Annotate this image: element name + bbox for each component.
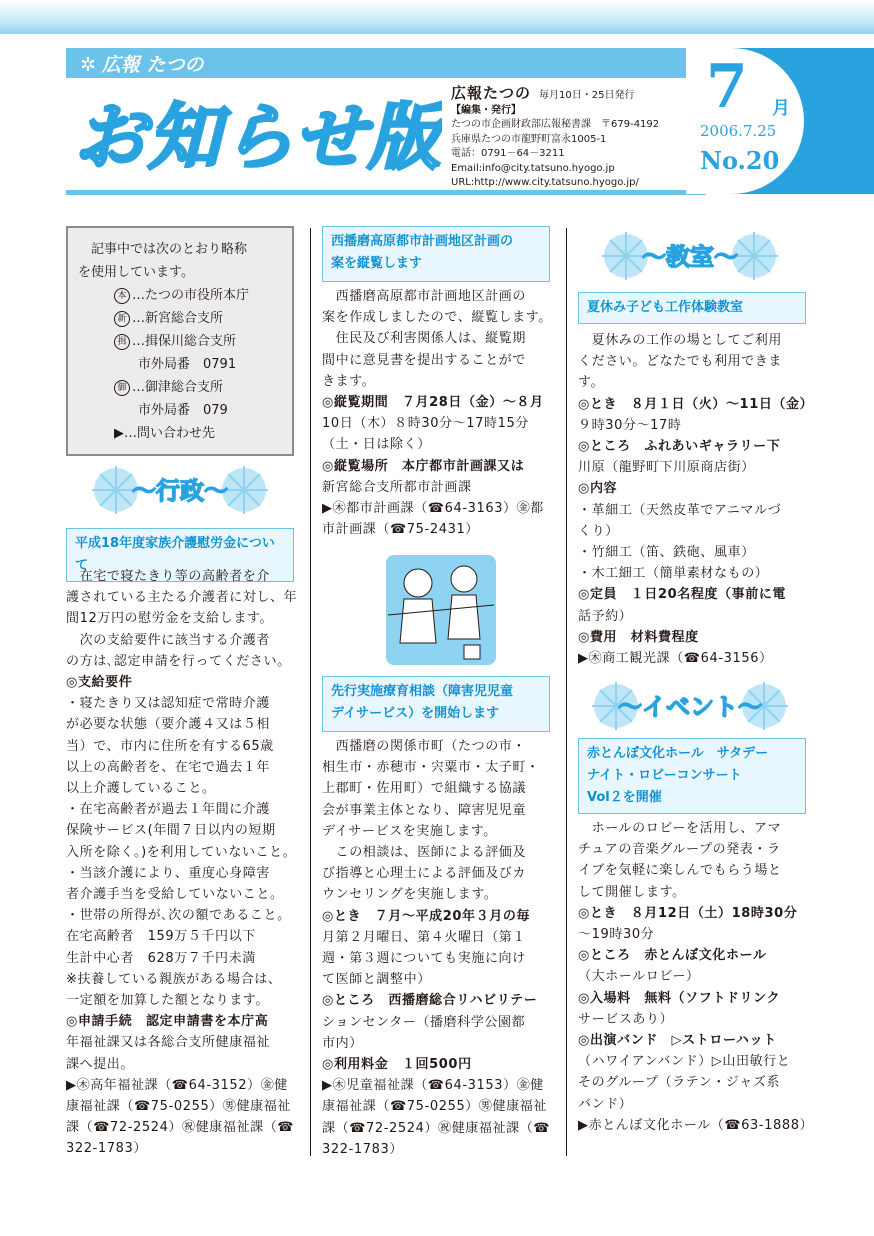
- body-line: ホールのロビーを活用し、アマ: [578, 821, 782, 836]
- body-line: ◎ところ 赤とんぼ文化ホール: [578, 948, 767, 964]
- body-line: ◎定員 １日20名程度（事前に電: [578, 587, 787, 603]
- issue-date: 2006.7.25: [700, 122, 777, 140]
- body-line: ◎出演バンド ▷ストローハット: [578, 1033, 777, 1049]
- body-line: ９時30分～17時: [578, 417, 682, 433]
- children-illustration: [386, 555, 496, 665]
- body-line: 康福祉課（☎75-0255）㊚健康福祉: [322, 1099, 547, 1115]
- editor-phone: 電話：0791－64－3211: [451, 148, 565, 159]
- body-line: ◎とき ８月１日（火）～11日（金）: [578, 396, 814, 412]
- section-title-event: [590, 676, 790, 736]
- body-line: 当）で、市内に住所を有する65歳: [66, 738, 274, 754]
- column-rule-2: [566, 228, 567, 1156]
- body-line: ションセンター（播磨科学公園都: [322, 1014, 526, 1030]
- body-line: 相生市・赤穂市・宍粟市・太子町・: [322, 760, 540, 776]
- body-line: きます。: [322, 373, 376, 389]
- body-line: ・当該介護により、重度心身障害: [66, 865, 271, 881]
- column-rule-1: [310, 228, 311, 1156]
- body-line: ◎縦覧場所 本庁都市計画課又は: [322, 458, 525, 474]
- body-line: 以上介護していること。: [66, 781, 216, 797]
- body-line: ◎内容: [578, 481, 618, 497]
- body-line: ・世帯の所得が､次の額であること。: [66, 908, 291, 924]
- body-line: ◎ところ 西播磨総合リハビリテー: [322, 993, 538, 1009]
- body-line: 以上の高齢者を、在宅で過去１年: [66, 759, 271, 775]
- body-line: ・木工細工（簡単素材なもの）: [578, 566, 769, 582]
- body-line: ◎とき ７月～平成20年３月の毎: [322, 908, 531, 924]
- body-line: 西播磨高原都市計画地区計画の: [322, 289, 527, 304]
- masthead-title-text: お知らせ版: [74, 95, 442, 179]
- body-line: チュアの音楽グループの発表・ラ: [578, 842, 781, 858]
- body-line: 在宅高齢者 159万５千円以下: [66, 929, 256, 945]
- masthead-title: [70, 82, 442, 182]
- issue-number: No.20: [700, 146, 780, 175]
- body-line: 入所を除く｡)を利用していないこと。: [66, 844, 297, 860]
- body-line: （大ホールロビー）: [578, 969, 700, 985]
- publication-frequency: 毎月10日・25日発行: [539, 90, 635, 101]
- body-line: ◎入場料 無料（ソフトドリンク: [578, 990, 781, 1006]
- legend-ibogawa: 揖 …揖保川総合支所: [78, 330, 282, 353]
- body-line: ・寝たきり又は認知症で常時介護: [66, 696, 271, 712]
- body-line: 間12万円の慰労金を支給します。: [66, 611, 274, 627]
- body-line: ▶赤とんぼ文化ホール（☎63-1888）: [578, 1117, 814, 1133]
- body-line: ▶㊍児童福祉課（☎64-3153）㊎健: [322, 1078, 544, 1094]
- editor-dept: たつの市企画財政部広報秘書課 〒679-4192: [451, 119, 660, 130]
- body-line: 保険サービス(年間７日以内の短期: [66, 823, 276, 839]
- body-line: 上郡町・佐用町）で組織する協議: [322, 781, 527, 797]
- heading-kosaku-kyoshitsu: 夏休み子ども工作体験教室: [578, 292, 806, 324]
- body-line: 10日（木）８時30分～17時15分: [322, 416, 529, 432]
- body-line: ◎支給要件: [66, 675, 133, 691]
- masthead-info: [451, 86, 696, 191]
- body-line: 課（☎72-2524）㊗健康福祉課（☎: [322, 1120, 551, 1136]
- body-line: サービスあり）: [578, 1011, 674, 1027]
- body-line: 322-1783）: [322, 1141, 403, 1157]
- body-line: ◎利用料金 １回500円: [322, 1057, 472, 1073]
- body-line: ください。どなたでも利用できま: [578, 354, 783, 370]
- body-line: 新宮総合支所都市計画課: [322, 479, 472, 495]
- issue-month: 7: [706, 52, 748, 122]
- body-line: ウンセリングを実施します。: [322, 887, 498, 903]
- body-line: 市計画課（☎75-2431）: [322, 522, 479, 538]
- legend-intro-1: 記事中では次のとおり略称: [91, 242, 248, 257]
- legend-honcho: 本 …たつの市役所本庁: [78, 284, 282, 307]
- body-line: 322-1783）: [66, 1141, 147, 1157]
- body-line: 一定額を加算した額となります。: [66, 993, 269, 1009]
- body-line: ▶㊍商工観光課（☎64-3156）: [578, 651, 773, 667]
- body-line: 月第２月曜日、第４火曜日（第１: [322, 929, 527, 945]
- masthead-underline: [66, 190, 706, 195]
- body-line: ◎とき ８月12日（土）18時30分: [578, 905, 798, 921]
- top-gradient-band: [0, 0, 874, 34]
- col2-body-2: [322, 736, 562, 1160]
- publication-name: 広報たつの: [451, 84, 532, 102]
- city-logo-icon: ✲: [80, 54, 96, 76]
- abbreviation-legend: [66, 226, 294, 456]
- body-line: この相談は、医師による評価及: [322, 845, 527, 861]
- body-line: 次の支給要件に該当する介護者: [66, 632, 271, 648]
- body-line: が必要な状態（要介護４又は５相: [66, 717, 271, 733]
- body-line: ・革細工（天然皮革でアニマルづ: [578, 502, 782, 518]
- masthead-brand: ✲ 広報 たつの: [80, 54, 204, 76]
- body-line: 住民及び利害関係人は、縦覧期: [322, 331, 527, 347]
- col2-body-1: [322, 286, 562, 540]
- body-line: （ハワイアンバンド）▷山田敏行と: [578, 1054, 791, 1070]
- editor-url: URL:http://www.city.tatsuno.hyogo.jp/: [451, 177, 639, 188]
- col3-body-1: [578, 330, 818, 669]
- svg-text:～行政～: ～行政～: [132, 477, 228, 505]
- col3-body-2: [578, 818, 818, 1136]
- body-line: 康福祉課（☎75-0255）㊚健康福祉: [66, 1099, 291, 1115]
- body-line: 市内）: [322, 1035, 363, 1051]
- editor-email: Email:info@city.tatsuno.hyogo.jp: [451, 162, 615, 174]
- heading-toshikeikaku: 西播磨高原都市計画地区計画の 案を縦覧します: [322, 226, 550, 282]
- legend-mitsu-code: 市外局番 079: [138, 403, 228, 418]
- body-line: イブを気軽に楽しんでもらう場と: [578, 863, 782, 879]
- body-line: 週・第３週についても実施に向け: [322, 951, 526, 967]
- body-line: バンド）: [578, 1096, 633, 1112]
- legend-mitsu: 御 …御津総合支所: [78, 376, 282, 399]
- heading-kaigo-ironkin: 平成18年度家族介護慰労金について: [66, 528, 294, 582]
- body-line: ◎申請手続 認定申請書を本庁高: [66, 1014, 269, 1030]
- issue-month-unit: 月: [772, 98, 790, 119]
- body-line: ・竹細工（笛、鉄砲、風車）: [578, 545, 755, 561]
- section-title-gyosei: [90, 460, 270, 520]
- body-line: そのグループ（ラテン・ジャズ系: [578, 1075, 781, 1091]
- body-line: ▶㊍都市計画課（☎64-3163）㊎都: [322, 501, 544, 517]
- badge-mitsu-icon: 御: [114, 380, 130, 396]
- body-line: 生計中心者 628万７千円未満: [66, 950, 256, 966]
- body-line: ・在宅高齢者が過去１年間に介護: [66, 802, 271, 818]
- body-line: 者介護手当を受給していないこと。: [66, 887, 284, 903]
- legend-ibogawa-code: 市外局番 0791: [138, 357, 237, 372]
- body-line: 護されている主たる介護者に対し、年: [66, 590, 298, 606]
- section-title-kyoshitsu: [600, 226, 780, 286]
- body-line: て医師と調整中）: [322, 972, 431, 988]
- body-line: 話予約）: [578, 608, 633, 624]
- legend-shingu: 新 …新宮総合支所: [78, 307, 282, 330]
- body-line: ◎費用 材料費程度: [578, 629, 699, 645]
- body-line: ◎ところ ふれあいギャラリー下: [578, 439, 781, 455]
- editor-label: 【編集・発行】: [451, 104, 521, 116]
- body-line: （土・日は除く）: [322, 437, 431, 453]
- body-line: して開催します。: [578, 884, 686, 900]
- body-line: 西播磨の関係市町（たつの市・: [322, 739, 527, 754]
- body-line: す。: [578, 375, 605, 391]
- legend-intro-2: を使用しています。: [78, 265, 194, 280]
- body-line: デイサービスを実施します。: [322, 823, 497, 839]
- editor-address: 兵庫県たつの市龍野町富永1005-1: [451, 133, 607, 145]
- badge-hon-icon: 本: [114, 288, 130, 304]
- body-line: 川原（龍野町下川原商店街）: [578, 460, 755, 476]
- body-line: び指導と心理士による評価及びカ: [322, 866, 527, 882]
- body-line: 間中に意見書を提出することがで: [322, 352, 527, 368]
- body-line: くり）: [578, 523, 619, 539]
- heading-lobby-concert: 赤とんぼ文化ホール サタデー ナイト・ロビーコンサート Vol２を開催: [578, 738, 806, 814]
- col1-body: [66, 566, 302, 1160]
- legend-inquiry: ▶…問い合わせ先: [114, 426, 215, 441]
- heading-ryoiku-soudan: 先行実施療育相談（障害児児童 デイサービス）を開始します: [322, 676, 550, 732]
- body-line: 年福祉課又は各総合支所健康福祉: [66, 1035, 271, 1051]
- svg-text:～イベント～: ～イベント～: [618, 693, 762, 721]
- body-line: 会が事業主体となり、障害児児童: [322, 802, 527, 818]
- body-line: 夏休みの工作の場としてご利用: [578, 333, 783, 348]
- body-line: ～19時30分: [578, 927, 655, 943]
- body-line: ※扶養している親族がある場合は、: [66, 971, 282, 987]
- body-line: 案を作成しましたので、縦覧します。: [322, 310, 552, 326]
- body-line: ◎縦覧期間 ７月28日（金）～８月: [322, 395, 544, 411]
- body-line: 課（☎72-2524）㊗健康福祉課（☎: [66, 1120, 295, 1136]
- body-line: 在宅で寝たきり等の高齢者を介: [66, 569, 271, 584]
- body-line: ▶㊍高年福祉課（☎64-3152）㊎健: [66, 1077, 288, 1093]
- badge-ibo-icon: 揖: [114, 334, 130, 350]
- badge-shin-icon: 新: [114, 311, 130, 327]
- body-line: の方は､認定申請を行ってください。: [66, 653, 291, 669]
- svg-text:～教室～: ～教室～: [642, 243, 738, 271]
- body-line: 課へ提出。: [66, 1056, 135, 1072]
